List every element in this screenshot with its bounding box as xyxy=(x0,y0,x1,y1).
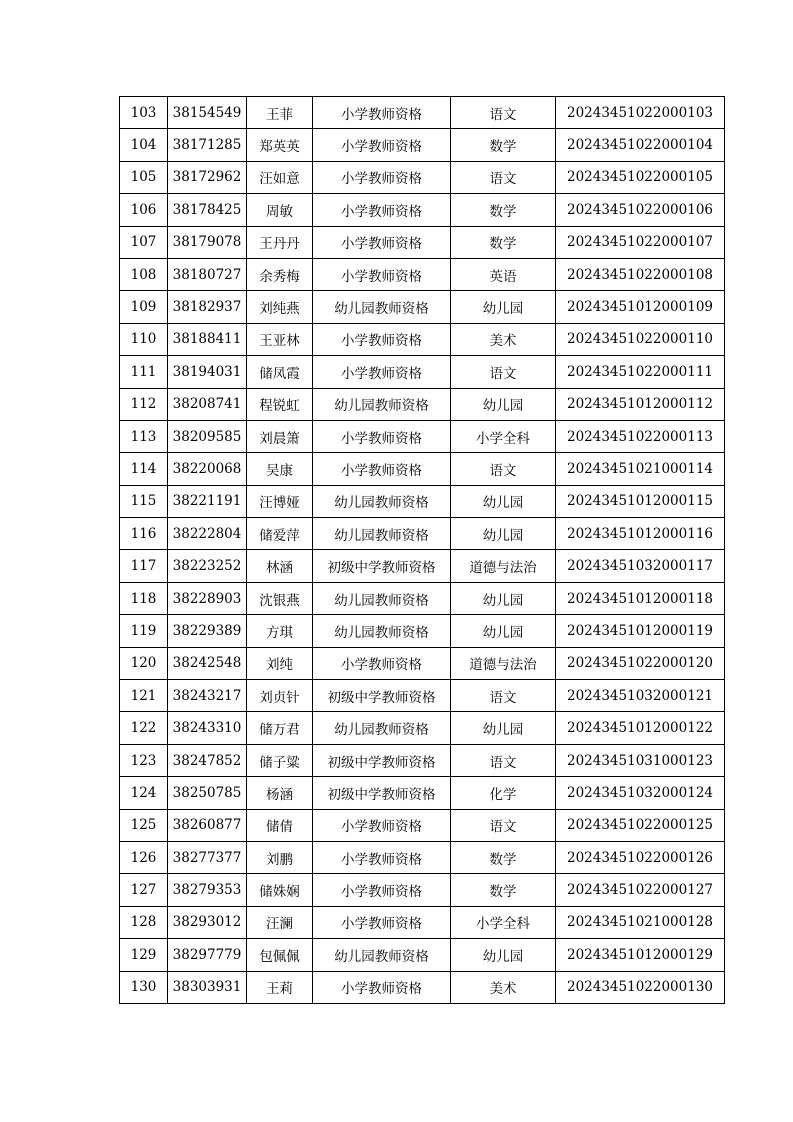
subject-cell: 数学 xyxy=(451,194,556,226)
qualification-type-cell: 小学教师资格 xyxy=(313,906,451,938)
certificate-number-cell: 20243451032000121 xyxy=(556,680,725,712)
certificate-number-cell: 20243451022000108 xyxy=(556,258,725,290)
table-row xyxy=(120,777,725,809)
subject-cell: 数学 xyxy=(451,841,556,873)
table-row xyxy=(120,97,725,129)
applicant-id-cell: 38220068 xyxy=(168,453,247,485)
applicant-id-cell: 38172962 xyxy=(168,161,247,193)
applicant-id-cell: 38279353 xyxy=(168,874,247,906)
row-number-cell: 111 xyxy=(120,356,168,388)
qualification-type-cell: 幼儿园教师资格 xyxy=(313,939,451,971)
table-row xyxy=(120,323,725,355)
certificate-number-cell: 20243451021000128 xyxy=(556,906,725,938)
row-number-cell: 119 xyxy=(120,615,168,647)
certificate-number-cell: 20243451012000129 xyxy=(556,939,725,971)
name-cell: 吴康 xyxy=(247,453,313,485)
qualification-type-cell: 初级中学教师资格 xyxy=(313,744,451,776)
row-number-cell: 112 xyxy=(120,388,168,420)
qualification-type-cell: 幼儿园教师资格 xyxy=(313,291,451,323)
subject-cell: 语文 xyxy=(451,356,556,388)
certificate-number-cell: 20243451022000111 xyxy=(556,356,725,388)
qualification-type-cell: 小学教师资格 xyxy=(313,809,451,841)
table-row xyxy=(120,971,725,1003)
subject-cell: 幼儿园 xyxy=(451,485,556,517)
applicant-id-cell: 38297779 xyxy=(168,939,247,971)
certificate-number-cell: 20243451022000126 xyxy=(556,841,725,873)
table-row xyxy=(120,420,725,452)
table-row xyxy=(120,388,725,420)
row-number-cell: 128 xyxy=(120,906,168,938)
qualification-type-cell: 小学教师资格 xyxy=(313,453,451,485)
subject-cell: 小学全科 xyxy=(451,906,556,938)
qualification-type-cell: 小学教师资格 xyxy=(313,647,451,679)
subject-cell: 美术 xyxy=(451,323,556,355)
name-cell: 刘纯燕 xyxy=(247,291,313,323)
qualification-type-cell: 初级中学教师资格 xyxy=(313,680,451,712)
applicant-id-cell: 38277377 xyxy=(168,841,247,873)
name-cell: 程锐虹 xyxy=(247,388,313,420)
row-number-cell: 117 xyxy=(120,550,168,582)
qualification-type-cell: 小学教师资格 xyxy=(313,356,451,388)
qualification-type-cell: 小学教师资格 xyxy=(313,323,451,355)
table-body xyxy=(120,97,725,1004)
table-row xyxy=(120,485,725,517)
applicant-id-cell: 38223252 xyxy=(168,550,247,582)
certificate-number-cell: 20243451012000112 xyxy=(556,388,725,420)
qualification-type-cell: 小学教师资格 xyxy=(313,226,451,258)
row-number-cell: 115 xyxy=(120,485,168,517)
table-row xyxy=(120,647,725,679)
certificate-number-cell: 20243451012000119 xyxy=(556,615,725,647)
subject-cell: 语文 xyxy=(451,744,556,776)
certificate-number-cell: 20243451022000104 xyxy=(556,129,725,161)
applicant-id-cell: 38221191 xyxy=(168,485,247,517)
subject-cell: 幼儿园 xyxy=(451,388,556,420)
row-number-cell: 106 xyxy=(120,194,168,226)
certificate-number-cell: 20243451022000130 xyxy=(556,971,725,1003)
certificate-number-cell: 20243451022000103 xyxy=(556,97,725,129)
name-cell: 汪澜 xyxy=(247,906,313,938)
row-number-cell: 108 xyxy=(120,258,168,290)
certificate-number-cell: 20243451031000123 xyxy=(556,744,725,776)
certificate-number-cell: 20243451012000109 xyxy=(556,291,725,323)
row-number-cell: 125 xyxy=(120,809,168,841)
applicant-id-cell: 38208741 xyxy=(168,388,247,420)
applicant-id-cell: 38243310 xyxy=(168,712,247,744)
certificate-number-cell: 20243451012000122 xyxy=(556,712,725,744)
row-number-cell: 122 xyxy=(120,712,168,744)
qualification-type-cell: 初级中学教师资格 xyxy=(313,777,451,809)
name-cell: 方琪 xyxy=(247,615,313,647)
applicant-id-cell: 38243217 xyxy=(168,680,247,712)
applicant-id-cell: 38194031 xyxy=(168,356,247,388)
subject-cell: 幼儿园 xyxy=(451,291,556,323)
qualification-type-cell: 小学教师资格 xyxy=(313,97,451,129)
name-cell: 王丹丹 xyxy=(247,226,313,258)
row-number-cell: 116 xyxy=(120,518,168,550)
table-row xyxy=(120,550,725,582)
certificate-number-cell: 20243451022000125 xyxy=(556,809,725,841)
row-number-cell: 129 xyxy=(120,939,168,971)
applicant-id-cell: 38303931 xyxy=(168,971,247,1003)
name-cell: 杨涵 xyxy=(247,777,313,809)
certificate-number-cell: 20243451032000124 xyxy=(556,777,725,809)
name-cell: 刘贞针 xyxy=(247,680,313,712)
table-row xyxy=(120,356,725,388)
applicant-id-cell: 38293012 xyxy=(168,906,247,938)
name-cell: 储姝娴 xyxy=(247,874,313,906)
applicant-id-cell: 38154549 xyxy=(168,97,247,129)
name-cell: 王亚林 xyxy=(247,323,313,355)
subject-cell: 语文 xyxy=(451,161,556,193)
applicant-id-cell: 38209585 xyxy=(168,420,247,452)
certificate-table xyxy=(119,96,725,1004)
qualification-type-cell: 小学教师资格 xyxy=(313,194,451,226)
name-cell: 刘晨箫 xyxy=(247,420,313,452)
subject-cell: 语文 xyxy=(451,97,556,129)
certificate-number-cell: 20243451012000116 xyxy=(556,518,725,550)
subject-cell: 美术 xyxy=(451,971,556,1003)
applicant-id-cell: 38171285 xyxy=(168,129,247,161)
row-number-cell: 127 xyxy=(120,874,168,906)
row-number-cell: 126 xyxy=(120,841,168,873)
table-row xyxy=(120,518,725,550)
applicant-id-cell: 38179078 xyxy=(168,226,247,258)
qualification-type-cell: 小学教师资格 xyxy=(313,874,451,906)
certificate-number-cell: 20243451022000120 xyxy=(556,647,725,679)
qualification-type-cell: 小学教师资格 xyxy=(313,971,451,1003)
name-cell: 余秀梅 xyxy=(247,258,313,290)
applicant-id-cell: 38229389 xyxy=(168,615,247,647)
row-number-cell: 118 xyxy=(120,582,168,614)
qualification-type-cell: 小学教师资格 xyxy=(313,258,451,290)
row-number-cell: 110 xyxy=(120,323,168,355)
applicant-id-cell: 38222804 xyxy=(168,518,247,550)
table-row xyxy=(120,129,725,161)
qualification-type-cell: 小学教师资格 xyxy=(313,161,451,193)
applicant-id-cell: 38260877 xyxy=(168,809,247,841)
row-number-cell: 105 xyxy=(120,161,168,193)
table-row xyxy=(120,258,725,290)
qualification-type-cell: 幼儿园教师资格 xyxy=(313,582,451,614)
subject-cell: 化学 xyxy=(451,777,556,809)
subject-cell: 数学 xyxy=(451,129,556,161)
table-row xyxy=(120,582,725,614)
table-row xyxy=(120,194,725,226)
applicant-id-cell: 38178425 xyxy=(168,194,247,226)
row-number-cell: 124 xyxy=(120,777,168,809)
certificate-number-cell: 20243451022000105 xyxy=(556,161,725,193)
name-cell: 储凤霞 xyxy=(247,356,313,388)
table-row xyxy=(120,680,725,712)
qualification-type-cell: 小学教师资格 xyxy=(313,420,451,452)
applicant-id-cell: 38182937 xyxy=(168,291,247,323)
certificate-number-cell: 20243451021000114 xyxy=(556,453,725,485)
name-cell: 刘鹏 xyxy=(247,841,313,873)
subject-cell: 小学全科 xyxy=(451,420,556,452)
table-row xyxy=(120,841,725,873)
table-row xyxy=(120,906,725,938)
certificate-number-cell: 20243451022000113 xyxy=(556,420,725,452)
name-cell: 储爱萍 xyxy=(247,518,313,550)
applicant-id-cell: 38250785 xyxy=(168,777,247,809)
applicant-id-cell: 38228903 xyxy=(168,582,247,614)
subject-cell: 幼儿园 xyxy=(451,518,556,550)
table-row xyxy=(120,809,725,841)
row-number-cell: 120 xyxy=(120,647,168,679)
qualification-type-cell: 幼儿园教师资格 xyxy=(313,388,451,420)
row-number-cell: 123 xyxy=(120,744,168,776)
name-cell: 包佩佩 xyxy=(247,939,313,971)
qualification-type-cell: 幼儿园教师资格 xyxy=(313,485,451,517)
table-row xyxy=(120,744,725,776)
qualification-type-cell: 幼儿园教师资格 xyxy=(313,615,451,647)
subject-cell: 道德与法治 xyxy=(451,550,556,582)
name-cell: 储万君 xyxy=(247,712,313,744)
row-number-cell: 121 xyxy=(120,680,168,712)
table-row xyxy=(120,453,725,485)
certificate-number-cell: 20243451022000127 xyxy=(556,874,725,906)
qualification-type-cell: 幼儿园教师资格 xyxy=(313,518,451,550)
subject-cell: 幼儿园 xyxy=(451,615,556,647)
certificate-number-cell: 20243451012000115 xyxy=(556,485,725,517)
name-cell: 刘纯 xyxy=(247,647,313,679)
certificate-number-cell: 20243451012000118 xyxy=(556,582,725,614)
row-number-cell: 103 xyxy=(120,97,168,129)
certificate-number-cell: 20243451022000107 xyxy=(556,226,725,258)
name-cell: 储倩 xyxy=(247,809,313,841)
certificate-number-cell: 20243451022000106 xyxy=(556,194,725,226)
subject-cell: 幼儿园 xyxy=(451,582,556,614)
row-number-cell: 130 xyxy=(120,971,168,1003)
name-cell: 周敏 xyxy=(247,194,313,226)
applicant-id-cell: 38188411 xyxy=(168,323,247,355)
table-row xyxy=(120,939,725,971)
qualification-type-cell: 初级中学教师资格 xyxy=(313,550,451,582)
table-row xyxy=(120,291,725,323)
table-row xyxy=(120,161,725,193)
qualification-type-cell: 幼儿园教师资格 xyxy=(313,712,451,744)
name-cell: 王莉 xyxy=(247,971,313,1003)
applicant-id-cell: 38247852 xyxy=(168,744,247,776)
name-cell: 郑英英 xyxy=(247,129,313,161)
name-cell: 林涵 xyxy=(247,550,313,582)
table-row xyxy=(120,226,725,258)
certificate-number-cell: 20243451032000117 xyxy=(556,550,725,582)
applicant-id-cell: 38180727 xyxy=(168,258,247,290)
row-number-cell: 109 xyxy=(120,291,168,323)
subject-cell: 英语 xyxy=(451,258,556,290)
subject-cell: 数学 xyxy=(451,226,556,258)
subject-cell: 语文 xyxy=(451,809,556,841)
name-cell: 储子粱 xyxy=(247,744,313,776)
row-number-cell: 113 xyxy=(120,420,168,452)
applicant-id-cell: 38242548 xyxy=(168,647,247,679)
table-row xyxy=(120,874,725,906)
table-row xyxy=(120,712,725,744)
table-row xyxy=(120,615,725,647)
subject-cell: 数学 xyxy=(451,874,556,906)
subject-cell: 道德与法治 xyxy=(451,647,556,679)
row-number-cell: 104 xyxy=(120,129,168,161)
row-number-cell: 114 xyxy=(120,453,168,485)
name-cell: 汪博娅 xyxy=(247,485,313,517)
qualification-type-cell: 小学教师资格 xyxy=(313,841,451,873)
name-cell: 沈银燕 xyxy=(247,582,313,614)
name-cell: 王菲 xyxy=(247,97,313,129)
certificate-number-cell: 20243451022000110 xyxy=(556,323,725,355)
subject-cell: 语文 xyxy=(451,680,556,712)
subject-cell: 语文 xyxy=(451,453,556,485)
name-cell: 汪如意 xyxy=(247,161,313,193)
subject-cell: 幼儿园 xyxy=(451,712,556,744)
subject-cell: 幼儿园 xyxy=(451,939,556,971)
row-number-cell: 107 xyxy=(120,226,168,258)
qualification-type-cell: 小学教师资格 xyxy=(313,129,451,161)
